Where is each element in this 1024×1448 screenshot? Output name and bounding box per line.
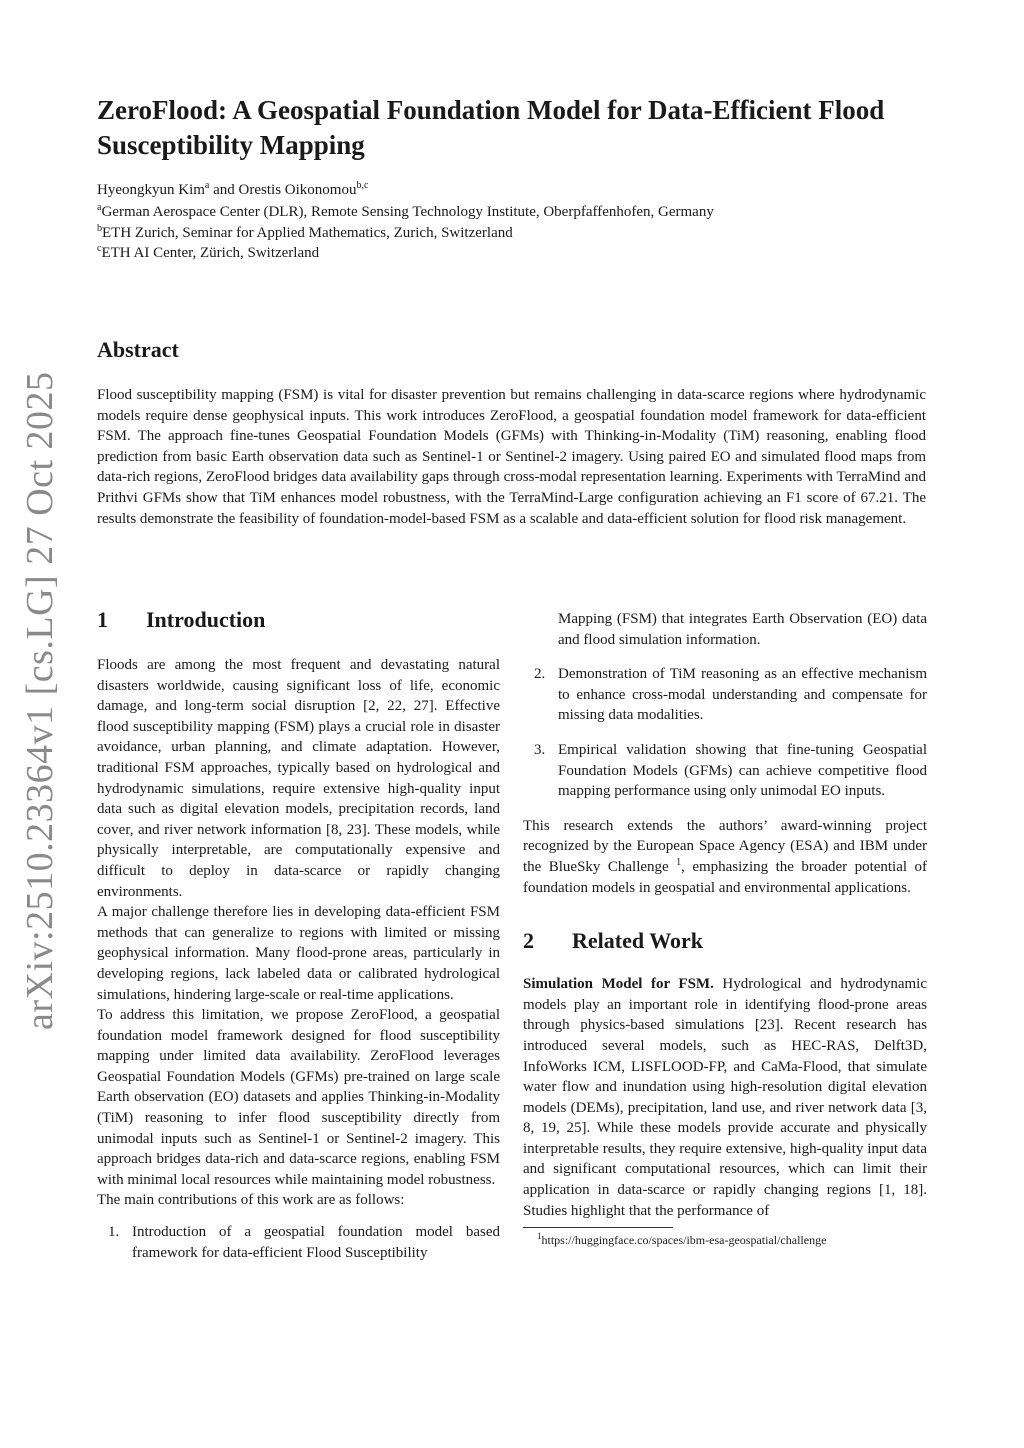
footnote-mark: 1 <box>537 1231 542 1242</box>
related-work-paragraph <box>523 974 927 1221</box>
contribution-item <box>523 740 927 802</box>
affiliation-text: ETH Zurich, Seminar for Applied Mathematics, Zurich, Switzerland <box>102 224 513 241</box>
arxiv-identifier: arXiv:2510.23364v1 [cs.LG] 27 Oct 2025 <box>19 371 61 1030</box>
intro-paragraph: A major challenge therefore lies in developing data-efficient FSM methods that can generalize to regions with limited or missing geophysical information. Many flood-prone areas, particularly in developing regions, lack labeled data or calibrated hydrological simulations, hindering large-scale or real-time applications. <box>97 904 500 1003</box>
contribution-item <box>523 664 927 726</box>
intro-paragraph <box>523 816 927 898</box>
abstract-heading: Abstract <box>97 337 179 362</box>
affiliation-list <box>97 202 937 264</box>
footnote-divider <box>523 1227 673 1228</box>
affiliation-mark: b <box>97 222 102 234</box>
left-column <box>97 605 500 1263</box>
affiliation <box>97 243 937 264</box>
author-name: Orestis Oikonomou <box>238 182 357 198</box>
paragraph-runin-heading: Simulation Model for FSM. <box>523 976 714 993</box>
affiliation-mark: c <box>97 243 102 254</box>
paragraph-text: Hydrological and hydrodynamic models play an important role in identifying flood-prone areas through physics-based simulations [23]. Recent research has introduced several models, such as HEC-RAS, Delft3D, InfoWorks ICM, LISFLOOD-FP, and CaMa-Flood, that simulate water flow and inundation using high-resolution digital elevation models (DEMs), precipitation, land use, and river network data [3, 8, 19, 25]. While these models provide accurate and physically interpretable results, they require extensive, high-quality input data and significant computational resources, which can limit their application in data-scarce or rapidly changing regions [1, 18]. Studies highlight that the performance of <box>523 976 927 1219</box>
right-column <box>523 609 927 1248</box>
author-affil-mark: b,c <box>356 180 369 191</box>
section-heading-introduction <box>97 605 500 635</box>
contribution-list-continued <box>523 609 927 802</box>
contribution-text: Mapping (FSM) that integrates Earth Observation (EO) data and flood simulation information. <box>558 611 927 648</box>
abstract-text: Flood susceptibility mapping (FSM) is vital for disaster prevention but remains challenging in data-scarce regions where hydrodynamic models require dense geophysical inputs. This work introduces ZeroFlood, a geospatial foundation model framework for data-efficient FSM. The approach fine-tunes Geospatial Foundation Models (GFMs) with Thinking-in-Modality (TiM) reasoning, enabling flood prediction from basic Earth observation data such as Sentinel-1 or Sentinel-2 imagery. Using paired EO and simulated flood maps from data-rich regions, ZeroFlood bridges data availability gaps through cross-modal representation learning. Experiments with TerraMind and Prithvi GFMs show that TiM enhances model robustness, with the TerraMind-Large configuration achieving an F1 score of 67.21. The results demonstrate the feasibility of foundation-model-based FSM as a scalable and data-efficient solution for flood risk management. <box>97 387 926 527</box>
contribution-text: Demonstration of TiM reasoning as an effective mechanism to enhance cross-modal understanding and compensate for missing data modalities. <box>558 666 927 724</box>
footnote-mark: 1 <box>676 856 682 868</box>
affiliation-text: German Aerospace Center (DLR), Remote Sensing Technology Institute, Oberpfaffenhofen, Germany <box>101 204 714 220</box>
author-conjunction: and <box>209 182 239 198</box>
paper-title: ZeroFlood: A Geospatial Foundation Model for Data-Efficient Flood Susceptibility Mapping <box>97 95 885 160</box>
footnote-link[interactable]: https://huggingface.co/spaces/ibm-esa-geospatial/challenge <box>541 1233 827 1248</box>
footnote <box>523 1232 927 1248</box>
author-affil-mark: a <box>204 180 210 191</box>
contribution-item <box>97 1222 500 1263</box>
section-title: Introduction <box>146 607 266 632</box>
section-heading-related-work <box>523 926 927 956</box>
list-number: 1. <box>108 1224 120 1241</box>
section-number: 1 <box>97 607 108 632</box>
affiliation <box>97 223 937 244</box>
author-line <box>97 180 368 200</box>
list-number: 2. <box>534 666 546 683</box>
intro-paragraph: The main contributions of this work are as follows: <box>97 1192 405 1209</box>
section-number: 2 <box>523 928 534 954</box>
affiliation <box>97 202 937 223</box>
paragraph-text: , emphasizing the broader potential of foundation models in geospatial and environmental applications. <box>523 858 927 896</box>
section-title: Related Work <box>572 928 703 954</box>
contribution-text: Empirical validation showing that fine-tuning Geospatial Foundation Models (GFMs) can achieve competitive flood mapping performance using only unimodal EO inputs. <box>558 741 927 800</box>
affiliation-mark: a <box>97 202 102 213</box>
author-name: Hyeongkyun Kim <box>97 182 205 198</box>
contribution-text: Introduction of a geospatial foundation model based framework for data-efficient Flood Susceptibility <box>132 1224 500 1261</box>
paragraph-text: This research extends the authors’ award-winning project recognized by the European Space Agency (ESA) and IBM under the BlueSky Challenge <box>523 817 927 875</box>
contribution-list <box>97 1222 500 1263</box>
contribution-item-continued <box>523 609 927 650</box>
affiliation-text: ETH AI Center, Zürich, Switzerland <box>101 245 320 261</box>
list-number: 3. <box>534 741 546 758</box>
intro-paragraph: Floods are among the most frequent and devastating natural disasters worldwide, causing significant loss of life, economic damage, and long-term social disruption [2, 22, 27]. Effective flood susceptibility mapping (FSM) plays a crucial role in disaster avoidance, urban planning, and climate adaptation. However, traditional FSM approaches, typically based on hydrological and hydrodynamic simulations, require extensive high-quality input data such as digital elevation models, precipitation records, land cover, and river network information [8, 23]. These models, while physically interpretable, are computationally expensive and difficult to deploy in data-scarce or rapidly changing environments. <box>97 657 500 900</box>
intro-paragraph: To address this limitation, we propose ZeroFlood, a geospatial foundation model framework designed for flood susceptibility mapping under limited data availability. ZeroFlood leverages Geospatial Foundation Models (GFMs) pre-trained on large scale Earth observation (EO) datasets and applies Thinking-in-Modality (TiM) reasoning to infer flood susceptibility directly from unimodal inputs such as Sentinel-1 or Sentinel-2 imagery. This approach bridges data-rich and data-scarce regions, enabling FSM with minimal local resources while maintaining model robustness. <box>97 1007 500 1188</box>
